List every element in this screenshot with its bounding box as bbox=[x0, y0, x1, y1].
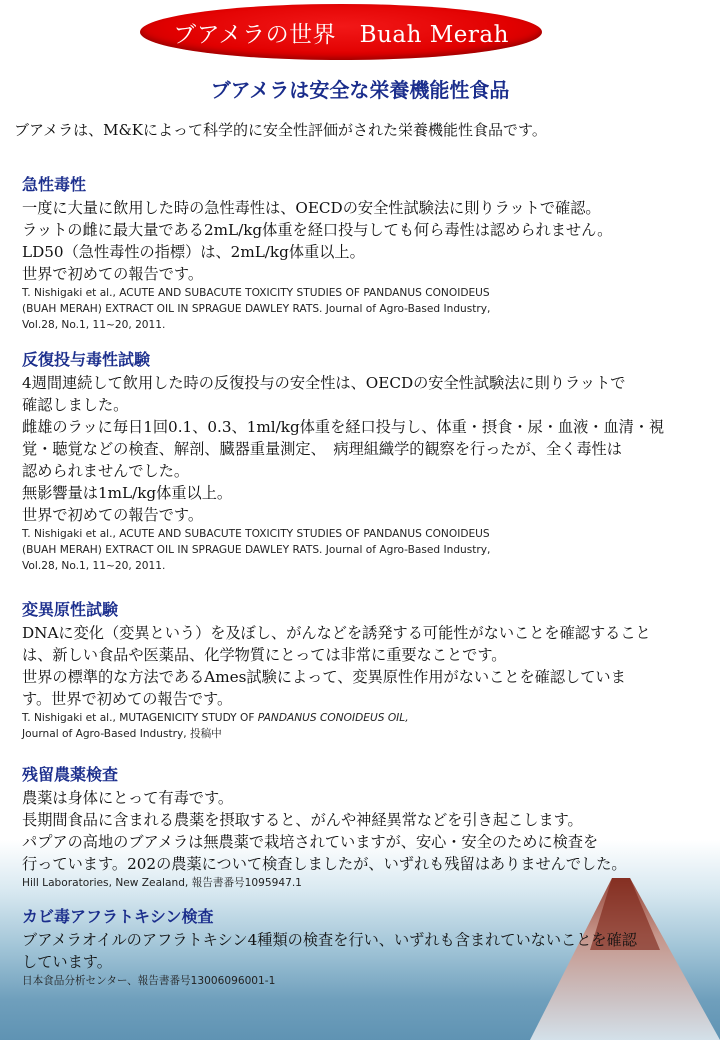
reference-line: Vol.28, No.1, 11~20, 2011. bbox=[22, 319, 166, 331]
body-line: 世界で初めての報告です。 bbox=[22, 506, 204, 524]
reference-italic: PANDANUS CONOIDEUS OIL, bbox=[257, 712, 409, 724]
section-repeated-dose bbox=[22, 347, 710, 574]
body-line: 行っています。202の農薬について検査しましたが、いずれも残留はありませんでした。 bbox=[22, 855, 627, 873]
reference-line: Journal of Agro-Based Industry, 投稿中 bbox=[22, 728, 222, 740]
section-title: 残留農薬検査 bbox=[22, 765, 119, 784]
section-aflatoxin bbox=[22, 904, 710, 989]
body-line: LD50（急性毒性の指標）は、2mL/kg体重以上。 bbox=[22, 243, 365, 261]
body-line: しています。 bbox=[22, 953, 112, 971]
body-line: 世界の標準的な方法であるAmes試験によって、変異原性作用がないことを確認していま bbox=[22, 668, 626, 686]
reference-line: Hill Laboratories, New Zealand, 報告書番号1095947.1 bbox=[22, 877, 302, 889]
section-title: 急性毒性 bbox=[22, 175, 87, 194]
body-line: 一度に大量に飲用した時の急性毒性は、OECDの安全性試験法に則りラットで確認。 bbox=[22, 199, 601, 217]
body-line: す。世界で初めての報告です。 bbox=[22, 690, 233, 708]
body-line: ラットの雌に最大量である2mL/kg体重を経口投与しても何ら毒性は認められません。 bbox=[22, 221, 613, 239]
body-line: 農薬は身体にとって有毒です。 bbox=[22, 789, 234, 807]
reference-line: (BUAH MERAH) EXTRACT OIL IN SPRAGUE DAWLEY RATS. Journal of Agro-Based Industry, bbox=[22, 303, 491, 315]
section-title: 反復投与毒性試験 bbox=[22, 350, 151, 369]
body-line: 雌雄のラッに毎日1回0.1、0.3、1ml/kg体重を経口投与し、体重・摂食・尿・血液・血清・視 bbox=[22, 418, 665, 436]
body-line: は、新しい食品や医薬品、化学物質にとっては非常に重要なことです。 bbox=[22, 646, 507, 664]
section-title: カビ毒アフラトキシン検査 bbox=[22, 907, 214, 926]
body-line: パプアの高地のブアメラは無農薬で栽培されていますが、安心・安全のために検査を bbox=[22, 833, 599, 851]
section-pesticide-residue bbox=[22, 762, 710, 891]
body-line: 4週間連続して飲用した時の反復投与の安全性は、OECDの安全性試験法に則りラットで bbox=[22, 374, 626, 392]
reference-line: T. Nishigaki et al., ACUTE AND SUBACUTE TOXICITY STUDIES OF PANDANUS CONOIDEUS bbox=[22, 287, 490, 299]
body-line: 確認しました。 bbox=[22, 396, 129, 414]
body-line: 無影響量は1mL/kg体重以上。 bbox=[22, 484, 233, 502]
section-acute-toxicity bbox=[22, 172, 710, 333]
body-line: 認められませんでした。 bbox=[22, 462, 190, 480]
body-line: DNAに変化（変異という）を及ぼし、がんなどを誘発する可能性がないことを確認すること bbox=[22, 624, 651, 642]
page-subtitle: ブアメラは安全な栄養機能性食品 bbox=[210, 78, 510, 102]
body-line: 覚・聴覚などの検査、解剖、臓器重量測定、 病理組織学的観察を行ったが、全く毒性は bbox=[22, 440, 622, 458]
title-banner bbox=[140, 4, 542, 60]
reference-text: T. Nishigaki et al., MUTAGENICITY STUDY OF bbox=[22, 712, 258, 724]
reference-line: (BUAH MERAH) EXTRACT OIL IN SPRAGUE DAWLEY RATS. Journal of Agro-Based Industry, bbox=[22, 544, 491, 556]
body-line: ブアメラオイルのアフラトキシン4種類の検査を行い、いずれも含まれていないことを確認 bbox=[22, 931, 637, 949]
section-mutagenicity bbox=[22, 597, 710, 742]
reference-line bbox=[22, 710, 710, 726]
body-line: 長期間食品に含まれる農薬を摂取すると、がんや神経異常などを引き起こします。 bbox=[22, 811, 583, 829]
reference-line: 日本食品分析センター、報告書番号13006096001-1 bbox=[22, 975, 276, 987]
body-line: 世界で初めての報告です。 bbox=[22, 265, 204, 283]
banner-title: ブアメラの世界 Buah Merah bbox=[173, 21, 509, 48]
reference-line: T. Nishigaki et al., ACUTE AND SUBACUTE TOXICITY STUDIES OF PANDANUS CONOIDEUS bbox=[22, 528, 490, 540]
reference-line: Vol.28, No.1, 11~20, 2011. bbox=[22, 560, 166, 572]
section-title: 変異原性試験 bbox=[22, 600, 119, 619]
intro-text: ブアメラは、M&Kによって科学的に安全性評価がされた栄養機能性食品です。 bbox=[14, 121, 547, 139]
